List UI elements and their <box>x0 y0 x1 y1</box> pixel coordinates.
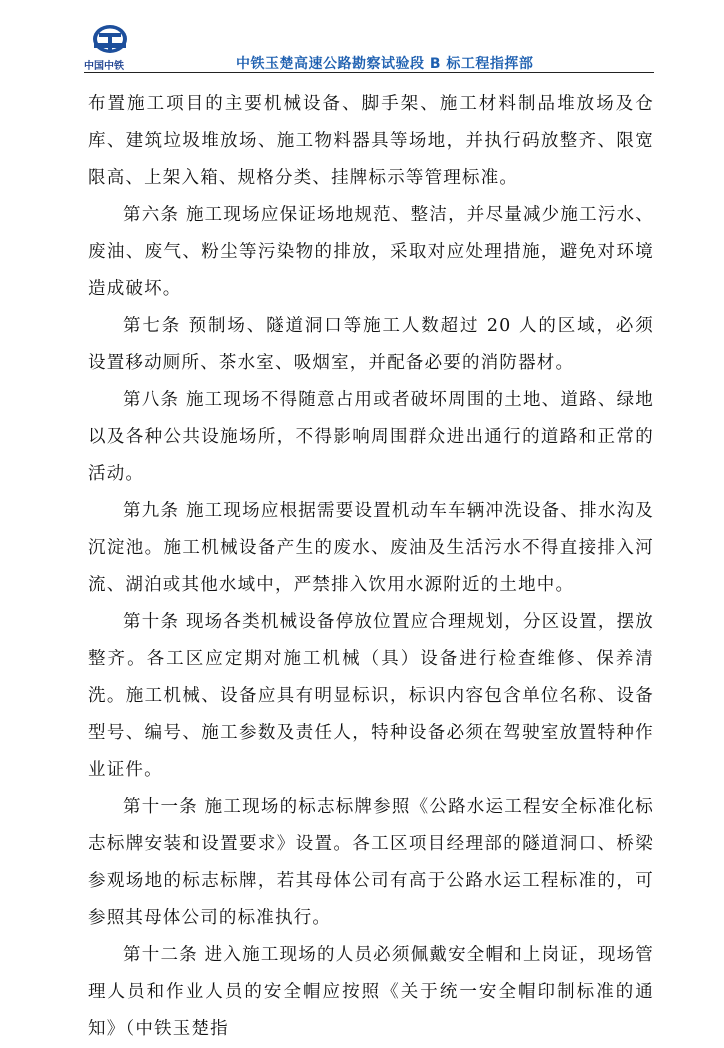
paragraph-article-11: 第十一条 施工现场的标志标牌参照《公路水运工程安全标准化标志标牌安装和设置要求》设置。各工区项目经理部的隧道洞口、桥梁参观场地的标志标牌，若其母体公司有高于公路水运工程标准的，可参照其母体公司的标准执行。 <box>88 797 654 928</box>
paragraph-article-7: 第七条 预制场、隧道洞口等施工人数超过 20 人的区域，必须设置移动厕所、茶水室、吸烟室，并配备必要的消防器材。 <box>88 316 654 373</box>
paragraph-article-9: 第九条 施工现场应根据需要设置机动车车辆冲洗设备、排水沟及沉淀池。施工机械设备产生的废水、废油及生活污水不得直接排入河流、湖泊或其他水域中，严禁排入饮用水源附近的土地中。 <box>88 501 654 595</box>
document-body <box>88 86 654 1048</box>
paragraph-article-10: 第十条 现场各类机械设备停放位置应合理规划，分区设置，摆放整齐。各工区应定期对施工机械（具）设备进行检查维修、保养清洗。施工机械、设备应具有明显标识，标识内容包含单位名称、设备型号、编号、施工参数及责任人，特种设备必须在驾驶室放置特种作业证件。 <box>88 612 654 780</box>
header-divider <box>84 72 654 73</box>
paragraph-article-8: 第八条 施工现场不得随意占用或者破坏周围的土地、道路、绿地以及各种公共设施场所，不得影响周围群众进出通行的道路和正常的活动。 <box>88 390 654 484</box>
logo-text: 中国中铁 <box>84 61 124 72</box>
header-title: 中铁玉楚高速公路勘察试验段 B 标工程指挥部 <box>236 56 534 72</box>
paragraph-continued: 布置施工项目的主要机械设备、脚手架、施工材料制品堆放场及仓库、建筑垃圾堆放场、施工物料器具等场地，并执行码放整齐、限宽限高、上架入箱、规格分类、挂牌标示等管理标准。 <box>88 94 654 188</box>
paragraph-article-12: 第十二条 进入施工现场的人员必须佩戴安全帽和上岗证，现场管理人员和作业人员的安全帽应按照《关于统一安全帽印制标准的通知》（中铁玉楚指 <box>88 945 654 1039</box>
page-header <box>0 0 724 80</box>
crec-logo-icon <box>90 24 130 56</box>
paragraph-article-6: 第六条 施工现场应保证场地规范、整洁，并尽量减少施工污水、废油、废气、粉尘等污染物的排放，采取对应处理措施，避免对环境造成破坏。 <box>88 205 654 299</box>
